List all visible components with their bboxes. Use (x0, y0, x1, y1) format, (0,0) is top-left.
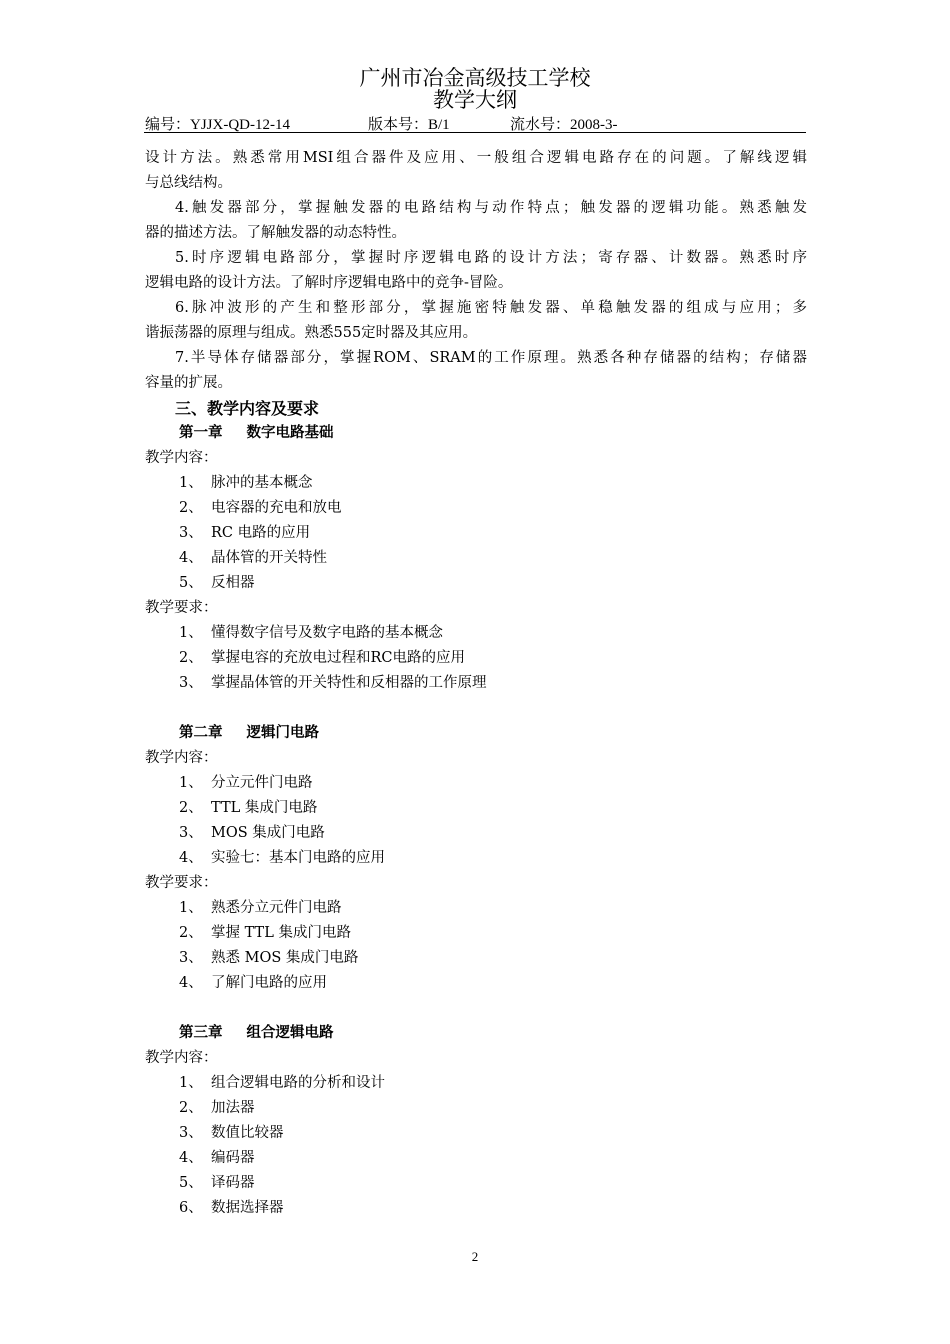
list-item (145, 821, 807, 846)
list-item (145, 1171, 807, 1196)
item-text: TTL 集成门电路 (211, 800, 318, 816)
document-flow-number: 流水号：2008-3- (510, 117, 618, 133)
item-text: 掌握电容的充放电过程和RC电路的应用 (211, 650, 466, 666)
intro-line: 7.半导体存储器部分，掌握ROM、SRAM的工作原理。熟悉各种存储器的结构；存储器 (175, 350, 807, 366)
item-number: 1、 (179, 625, 203, 641)
list-item (145, 921, 807, 946)
document-body (145, 146, 807, 1221)
section-title: 三、教学内容及要求 (175, 399, 320, 418)
intro-line: 器的描述方法。了解触发器的动态特性。 (145, 225, 406, 241)
item-text: 掌握晶体管的开关特性和反相器的工作原理 (211, 675, 487, 691)
list-item (145, 546, 807, 571)
item-number: 2、 (179, 800, 203, 816)
list-item (145, 521, 807, 546)
requirement-label: 教学要求： (145, 600, 218, 616)
page-number: 2 (471, 1249, 479, 1264)
intro-line: 5.时序逻辑电路部分，掌握时序逻辑电路的设计方法；寄存器、计数器。熟悉时序 (175, 250, 807, 266)
list-item (145, 1146, 807, 1171)
item-number: 6、 (179, 1200, 203, 1216)
item-text: 晶体管的开关特性 (211, 550, 327, 566)
item-number: 2、 (179, 925, 203, 941)
intro-line: 容量的扩展。 (145, 375, 232, 391)
intro-line: 与总线结构。 (145, 175, 232, 191)
item-text: 数据选择器 (211, 1200, 284, 1216)
chapter-name: 逻辑门电路 (246, 725, 319, 741)
item-number: 1、 (179, 1075, 203, 1091)
item-text: 反相器 (211, 575, 255, 591)
item-text: 懂得数字信号及数字电路的基本概念 (211, 625, 443, 641)
list-item (145, 496, 807, 521)
item-number: 1、 (179, 475, 203, 491)
list-item (145, 771, 807, 796)
item-number: 4、 (179, 1150, 203, 1166)
item-number: 1、 (179, 775, 203, 791)
list-item (145, 946, 807, 971)
item-text: 编码器 (211, 1150, 255, 1166)
item-text: 加法器 (211, 1100, 255, 1116)
list-item (145, 846, 807, 871)
item-number: 1、 (179, 900, 203, 916)
item-text: RC 电路的应用 (211, 525, 311, 541)
list-item (145, 796, 807, 821)
document-type: 教学大纲 (433, 88, 517, 112)
item-number: 4、 (179, 550, 203, 566)
item-number: 3、 (179, 825, 203, 841)
content-label: 教学内容： (145, 450, 218, 466)
list-item (145, 671, 807, 696)
requirement-label: 教学要求： (145, 875, 218, 891)
chapter-name: 组合逻辑电路 (246, 1025, 334, 1041)
item-number: 2、 (179, 650, 203, 666)
item-number: 2、 (179, 1100, 203, 1116)
intro-line: 4.触发器部分，掌握触发器的电路结构与动作特点；触发器的逻辑功能。熟悉触发 (175, 200, 807, 216)
chapter-heading (145, 421, 807, 446)
header-divider (144, 132, 806, 133)
item-number: 5、 (179, 1175, 203, 1191)
item-text: 掌握 TTL 集成门电路 (211, 925, 351, 941)
item-number: 3、 (179, 675, 203, 691)
list-item (145, 1096, 807, 1121)
list-item (145, 1121, 807, 1146)
item-number: 4、 (179, 975, 203, 991)
intro-line: 逻辑电路的设计方法。了解时序逻辑电路中的竞争-冒险。 (145, 275, 513, 291)
item-number: 4、 (179, 850, 203, 866)
item-text: 了解门电路的应用 (211, 975, 327, 991)
item-text: 熟悉分立元件门电路 (211, 900, 342, 916)
chapter-label: 第二章 (179, 725, 223, 741)
list-item (145, 896, 807, 921)
item-text: 实验七：基本门电路的应用 (211, 850, 385, 866)
list-item (145, 646, 807, 671)
chapter-heading (145, 721, 807, 746)
item-text: MOS 集成门电路 (211, 825, 325, 841)
intro-line: 6.脉冲波形的产生和整形部分，掌握施密特触发器、单稳触发器的组成与应用；多 (175, 300, 807, 316)
chapter-label: 第一章 (179, 425, 223, 441)
item-text: 熟悉 MOS 集成门电路 (211, 950, 359, 966)
item-number: 5、 (179, 575, 203, 591)
item-number: 2、 (179, 500, 203, 516)
content-label: 教学内容： (145, 750, 218, 766)
chapter-name: 数字电路基础 (246, 425, 334, 441)
intro-line: 谐振荡器的原理与组成。熟悉555定时器及其应用。 (145, 325, 478, 341)
school-name: 广州市冶金高级技工学校 (359, 66, 591, 90)
list-item (145, 471, 807, 496)
list-item (145, 971, 807, 996)
list-item (145, 571, 807, 596)
document-code: 编号：YJJX-QD-12-14 (145, 117, 290, 133)
intro-line: 设计方法。熟悉常用MSI组合器件及应用、一般组合逻辑电路存在的问题。了解线逻辑 (145, 150, 807, 166)
item-number: 3、 (179, 1125, 203, 1141)
item-text: 脉冲的基本概念 (211, 475, 313, 491)
document-version: 版本号：B/1 (368, 117, 450, 133)
list-item (145, 1196, 807, 1221)
spacer (145, 696, 807, 721)
item-text: 电容器的充电和放电 (211, 500, 342, 516)
chapter-heading (145, 1021, 807, 1046)
item-text: 组合逻辑电路的分析和设计 (211, 1075, 385, 1091)
item-number: 3、 (179, 525, 203, 541)
spacer (145, 996, 807, 1021)
list-item (145, 621, 807, 646)
item-text: 数值比较器 (211, 1125, 284, 1141)
list-item (145, 1071, 807, 1096)
item-text: 译码器 (211, 1175, 255, 1191)
item-number: 3、 (179, 950, 203, 966)
content-label: 教学内容： (145, 1050, 218, 1066)
chapter-label: 第三章 (179, 1025, 223, 1041)
item-text: 分立元件门电路 (211, 775, 313, 791)
